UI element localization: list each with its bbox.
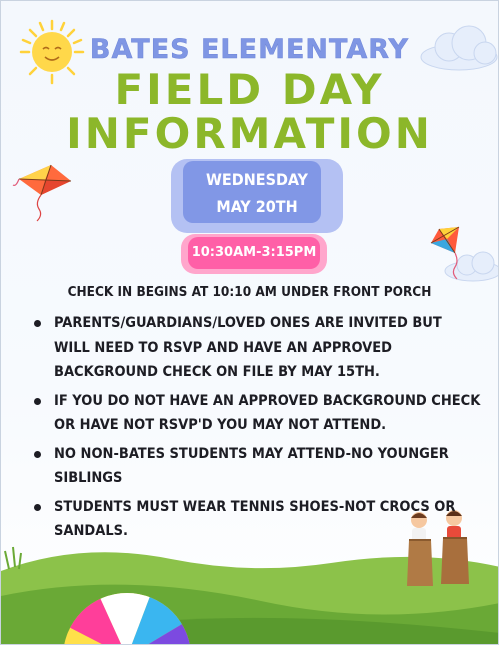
bullet-icon [34, 320, 41, 327]
list-item-text: NO NON-BATES STUDENTS MAY ATTEND-NO YOUNGER SIBLINGS [54, 445, 449, 486]
bullet-icon [34, 504, 41, 511]
list-item [29, 311, 481, 385]
list-item-text: PARENTS/GUARDIANS/LOVED ONES ARE INVITED BUT WILL NEED TO RSVP AND HAVE AN APPROVED BACKGROUND CHECK ON FILE BY MAY 15TH. [54, 315, 442, 380]
date-day: WEDNESDAY [206, 170, 308, 189]
date-text [171, 166, 343, 220]
date-date: MAY 20TH [216, 197, 298, 216]
kite-icon [11, 159, 79, 221]
title-field-day: FIELD DAY [114, 65, 385, 114]
list-item [29, 389, 481, 438]
bullet-icon [34, 451, 41, 458]
checkin-info: CHECK IN BEGINS AT 10:10 AM UNDER FRONT PORCH [67, 284, 432, 300]
list-item [29, 442, 481, 491]
title-information: INFORMATION [66, 109, 433, 158]
rules-list [29, 311, 481, 548]
list-item [29, 495, 481, 544]
list-item-text: STUDENTS MUST WEAR TENNIS SHOES-NOT CROCS OR SANDALS. [54, 498, 456, 539]
list-item-text: IF YOU DO NOT HAVE AN APPROVED BACKGROUND CHECK OR HAVE NOT RSVP'D YOU MAY NOT ATTEND. [54, 392, 481, 433]
kite-icon [421, 223, 499, 285]
school-name: BATES ELEMENTARY [89, 34, 410, 65]
beach-ball-icon [57, 591, 197, 645]
bullet-icon [34, 398, 41, 405]
time-badge: 10:30AM-3:15PM [188, 237, 320, 269]
